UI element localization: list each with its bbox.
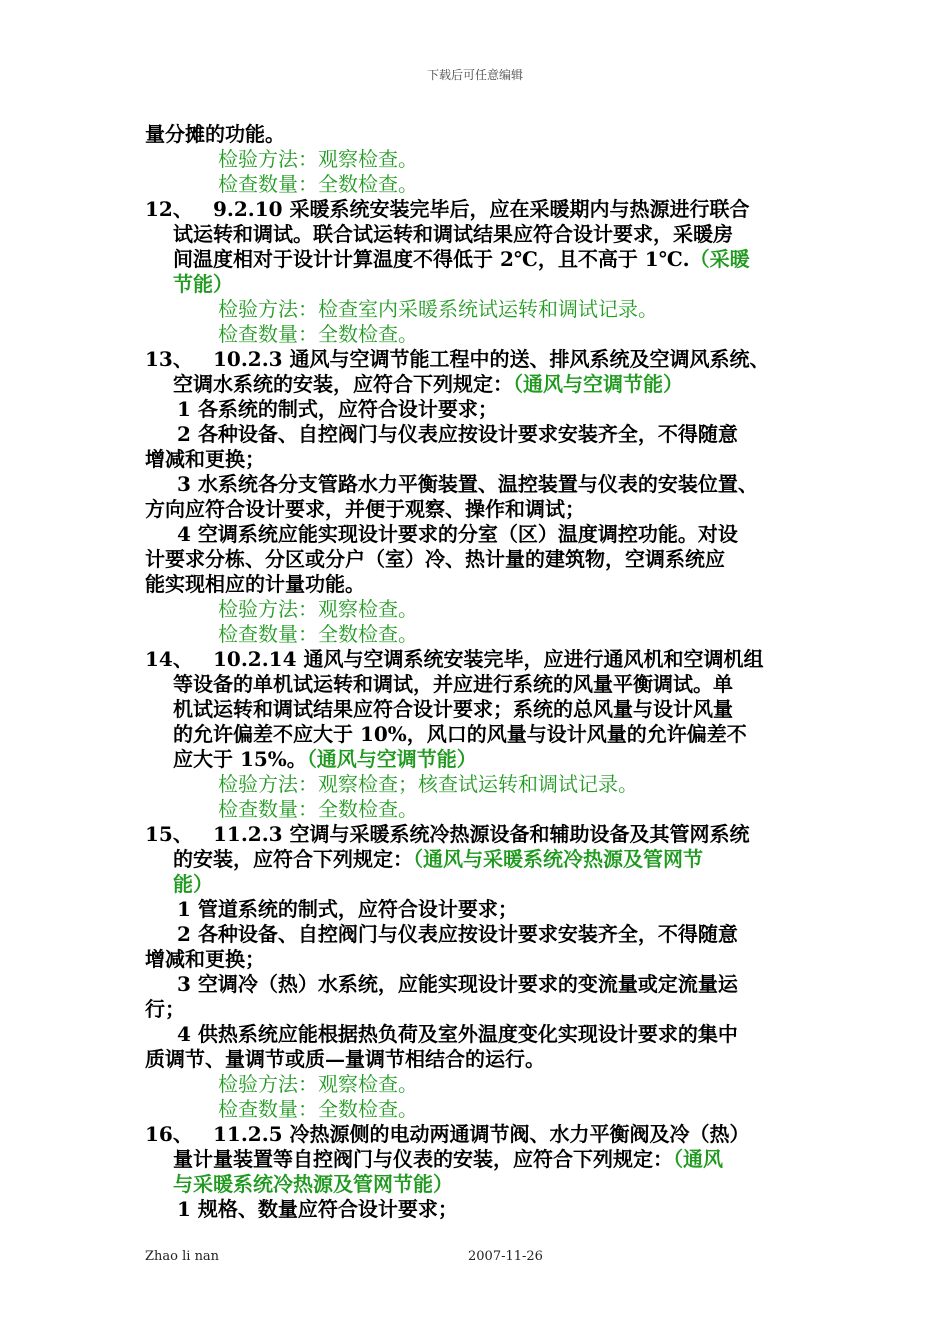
inspection-method: 检验方法：观察检查；核查试运转和调试记录。 <box>218 772 638 796</box>
text-line: 应大于 15%。（通风与空调节能） <box>173 747 477 771</box>
item-number: 14、 <box>145 647 193 671</box>
clause-line: 计要求分栋、分区或分户（室）冷、热计量的建筑物，空调系统应 <box>145 547 725 571</box>
item-number: 12、 <box>145 197 193 221</box>
footer-date: 2007-11-26 <box>468 1249 543 1264</box>
category-tag: （通风与空调节能） <box>513 372 683 396</box>
category-tag: （通风 <box>673 1147 723 1171</box>
clause-line: 行； <box>145 997 185 1021</box>
item-15: 15、 11.2.3 空调与采暖系统冷热源设备和辅助设备及其管网系统 <box>145 822 750 846</box>
clause-line: 4 供热系统应能根据热负荷及室外温度变化实现设计要求的集中 <box>177 1022 738 1046</box>
text-line: 量计量装置等自控阀门与仪表的安装，应符合下列规定：（通风 <box>173 1147 723 1171</box>
text-line: 试运转和调试。联合试运转和调试结果应符合设计要求，采暖房 <box>173 222 733 246</box>
inspection-quantity: 检查数量：全数检查。 <box>218 1097 418 1121</box>
text-line: 等设备的单机试运转和调试，并应进行系统的风量平衡调试。单 <box>173 672 733 696</box>
clause-line: 4 空调系统应能实现设计要求的分室（区）温度调控功能。对设 <box>177 522 738 546</box>
clause-line: 方向应符合设计要求，并便于观察、操作和调试； <box>145 497 585 521</box>
clause-line: 2 各种设备、自控阀门与仪表应按设计要求安装齐全，不得随意 <box>177 922 738 946</box>
clause-line: 增减和更换； <box>145 447 265 471</box>
inspection-method: 检验方法：观察检查。 <box>218 147 418 171</box>
text-line: 间温度相对于设计计算温度不得低于 2℃，且不高于 1℃.（采暖 <box>173 247 750 271</box>
inspection-quantity: 检查数量：全数检查。 <box>218 797 418 821</box>
page-header: 下载后可任意编辑 <box>426 68 523 82</box>
inspection-method: 检验方法：观察检查。 <box>218 1072 418 1096</box>
footer-author: Zhao li nan <box>145 1249 220 1264</box>
inspection-method: 检验方法：检查室内采暖系统试运转和调试记录。 <box>218 297 658 321</box>
inspection-quantity: 检查数量：全数检查。 <box>218 172 418 196</box>
clause-line: 1 规格、数量应符合设计要求； <box>177 1197 458 1221</box>
document-body <box>145 122 810 1222</box>
category-tag: 能） <box>173 872 213 896</box>
text-line: 的允许偏差不应大于 10%，风口的风量与设计风量的允许偏差不 <box>173 722 747 746</box>
clause-line: 1 各系统的制式，应符合设计要求； <box>177 397 498 421</box>
inspection-quantity: 检查数量：全数检查。 <box>218 322 418 346</box>
text-line: 机试运转和调试结果应符合设计要求；系统的总风量与设计风量 <box>173 697 733 721</box>
clause-line: 增减和更换； <box>145 947 265 971</box>
clause-line: 3 水系统各分支管路水力平衡装置、温控装置与仪表的安装位置、 <box>177 472 758 496</box>
item-16: 16、 11.2.5 冷热源侧的电动两通调节阀、水力平衡阀及冷（热） <box>145 1122 750 1146</box>
text-line: 空调水系统的安装，应符合下列规定：（通风与空调节能） <box>173 372 683 396</box>
item-number: 16、 <box>145 1122 193 1146</box>
inspection-quantity: 检查数量：全数检查。 <box>218 622 418 646</box>
clause-line: 3 空调冷（热）水系统，应能实现设计要求的变流量或定流量运 <box>177 972 738 996</box>
clause-line: 1 管道系统的制式，应符合设计要求； <box>177 897 518 921</box>
category-tag: 节能） <box>173 272 233 296</box>
category-tag: 与采暖系统冷热源及管网节能） <box>173 1172 453 1196</box>
inspection-method: 检验方法：观察检查。 <box>218 597 418 621</box>
category-tag: （通风与空调节能） <box>306 747 477 771</box>
category-tag: （通风与采暖系统冷热源及管网节 <box>413 847 703 871</box>
clause-line: 2 各种设备、自控阀门与仪表应按设计要求安装齐全，不得随意 <box>177 422 738 446</box>
text-line: 量分摊的功能。 <box>145 122 285 146</box>
text-line: 的安装，应符合下列规定：（通风与采暖系统冷热源及管网节 <box>173 847 703 871</box>
item-number: 15、 <box>145 822 193 846</box>
item-13: 13、 10.2.3 通风与空调节能工程中的送、排风系统及空调风系统、 <box>145 347 770 371</box>
clause-line: 质调节、量调节或质—量调节相结合的运行。 <box>145 1047 545 1071</box>
category-tag: （采暖 <box>689 247 750 271</box>
item-12: 12、 9.2.10 采暖系统安装完毕后，应在采暖期内与热源进行联合 <box>145 197 750 221</box>
item-number: 13、 <box>145 347 193 371</box>
clause-line: 能实现相应的计量功能。 <box>145 572 365 596</box>
item-14: 14、 10.2.14 通风与空调系统安装完毕，应进行通风机和空调机组 <box>145 647 764 671</box>
